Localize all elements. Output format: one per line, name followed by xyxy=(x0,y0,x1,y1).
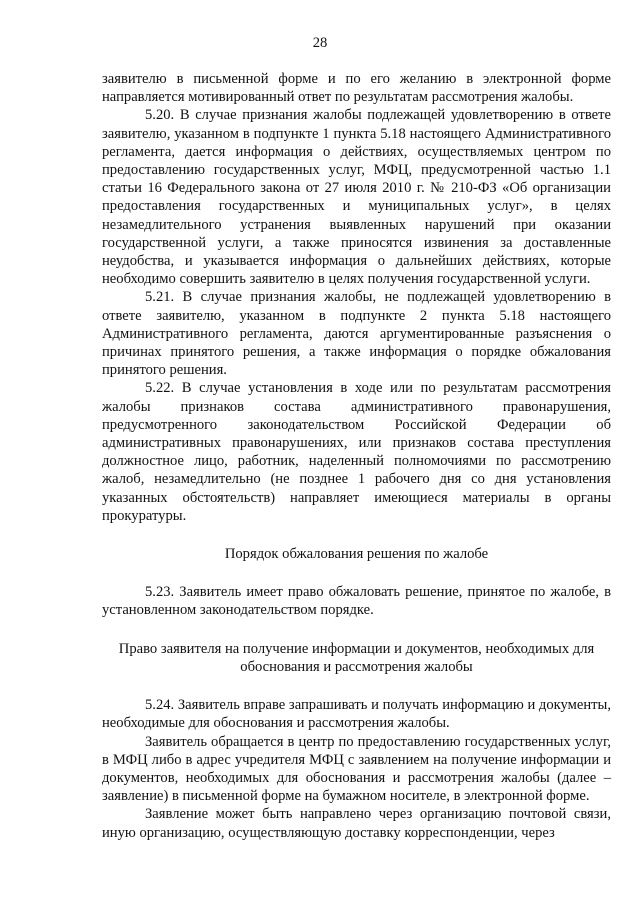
spacer xyxy=(102,563,611,583)
paragraph-5-23: 5.23. Заявитель имеет право обжаловать решение, принятое по жалобе, в установленном законодательством порядке. xyxy=(102,584,611,619)
paragraph-5-21: 5.21. В случае признания жалобы, не подлежащей удовлетворению в ответе заявителю, указанном в подпункте 2 пункта 5.18 настоящего Административного регламента, даются аргументированные разъяснения о причинах принятого решения, а также информация о порядке обжалования принятого решения. xyxy=(102,289,611,379)
paragraph-5-20: 5.20. В случае признания жалобы подлежащей удовлетворению в ответе заявителю, указанном в подпункте 1 пункта 5.18 настоящего Административного регламента, дается информация о действиях, осуществляемых центром по предоставлению государственных услуг, МФЦ, предусмотренной частью 1.1 статьи 16 Федерального закона от 27 июля 2010 г. № 210-ФЗ «Об организации предоставления государственных и муниципальных услуг», в целях незамедлительного устранения выявленных нарушений при оказании государственной услуги, а также приносятся извинения за доставленные неудобства, и указывается информация о дальнейших действиях, которые необходимо совершить заявителю в целях получения государственной услуги. xyxy=(102,107,611,288)
paragraph-5-24: 5.24. Заявитель вправе запрашивать и получать информацию и документы, необходимые для обоснования и рассмотрения жалобы. xyxy=(102,697,611,732)
paragraph-continuation: заявителю в письменной форме и по его желанию в электронной форме направляется мотивированный ответ по результатам рассмотрения жалобы. xyxy=(102,71,611,106)
section-heading-appeal-procedure: Порядок обжалования решения по жалобе xyxy=(224,546,489,563)
spacer xyxy=(102,525,611,545)
document-body xyxy=(102,70,611,842)
section-heading-right-to-information: Право заявителя на получение информации и документов, необходимых для обоснования и рассмотрения жалобы xyxy=(118,640,595,675)
paragraph-application-delivery: Заявление может быть направлено через организацию почтовой связи, иную организацию, осуществляющую доставку корреспонденции, через xyxy=(102,806,611,841)
paragraph-application-address: Заявитель обращается в центр по предоставлению государственных услуг, в МФЦ либо в адрес учредителя МФЦ с заявлением на получение информации и документов, необходимых для обоснования и рассмотрения жалобы (далее – заявление) в письменной форме на бумажном носителе, в электронной форме. xyxy=(102,733,611,805)
spacer xyxy=(102,676,611,696)
page-number: 28 xyxy=(312,35,328,51)
paragraph-5-22: 5.22. В случае установления в ходе или по результатам рассмотрения жалобы признаков состава административного правонарушения, предусмотренного законодательством Российской Федерации об административных правонарушениях, или признаков состава преступления должностное лицо, работник, наделенный полномочиями по рассмотрению жалоб, незамедлительно (не позднее 1 рабочего дня со дня установления указанных обстоятельств) направляет имеющиеся материалы в органы прокуратуры. xyxy=(102,380,611,524)
spacer xyxy=(102,620,611,640)
